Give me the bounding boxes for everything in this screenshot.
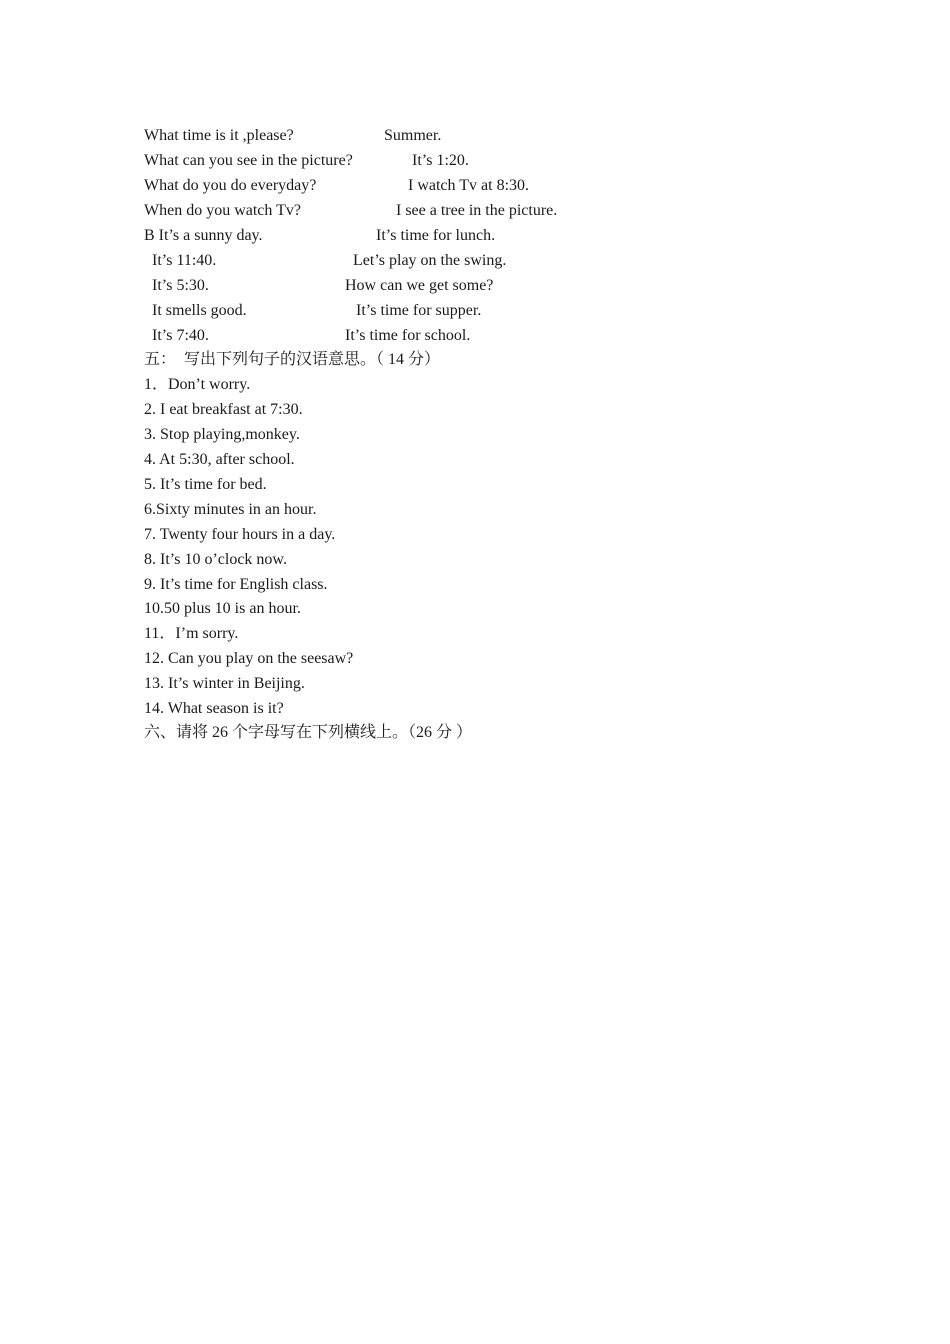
match-left: B It’s a sunny day.: [144, 227, 263, 244]
section6-heading: [0, 721, 950, 745]
list-item: [0, 622, 950, 646]
match-right: Let’s play on the swing.: [353, 252, 507, 269]
list-item: [0, 398, 950, 422]
match-left: What do you do everyday?: [144, 177, 317, 194]
match-row: [0, 299, 950, 323]
list-item: [0, 373, 950, 397]
list-item-text: 1．Don’t worry.: [144, 376, 251, 393]
match-left: It’s 11:40.: [152, 252, 217, 269]
match-right: It’s time for lunch.: [376, 227, 496, 244]
match-row: [0, 224, 950, 248]
match-left: It’s 7:40.: [152, 327, 209, 344]
list-item-text: 12. Can you play on the seesaw?: [144, 650, 354, 667]
match-right: Summer.: [384, 127, 442, 144]
match-row: [0, 199, 950, 223]
match-right: It’s time for supper.: [356, 302, 482, 319]
list-item-text: 3. Stop playing,monkey.: [144, 426, 300, 443]
list-item: [0, 597, 950, 621]
section6-heading-text: 六、请将 26 个字母写在下列横线上。（26 分 ）: [144, 724, 473, 741]
match-row: [0, 249, 950, 273]
list-item-text: 6.Sixty minutes in an hour.: [144, 501, 317, 518]
list-item: [0, 672, 950, 696]
match-row: [0, 324, 950, 348]
match-row: [0, 174, 950, 198]
list-item-text: 5. It’s time for bed.: [144, 476, 267, 493]
list-item: [0, 548, 950, 572]
match-row: [0, 149, 950, 173]
match-row: [0, 124, 950, 148]
list-item-text: 11．I’m sorry.: [144, 625, 239, 642]
list-item-text: 13. It’s winter in Beijing.: [144, 675, 305, 692]
list-item: [0, 498, 950, 522]
list-item-text: 7. Twenty four hours in a day.: [144, 526, 336, 543]
list-item-text: 14. What season is it?: [144, 700, 284, 717]
section5-heading-text: 五： 写出下列句子的汉语意思。（ 14 分）: [144, 351, 441, 368]
list-item: [0, 423, 950, 447]
list-item-text: 4. At 5:30, after school.: [144, 451, 295, 468]
match-right: It’s 1:20.: [412, 152, 469, 169]
list-item: [0, 448, 950, 472]
list-item: [0, 647, 950, 671]
list-item-text: 10.50 plus 10 is an hour.: [144, 600, 301, 617]
match-right: How can we get some?: [345, 277, 494, 294]
match-left: What can you see in the picture?: [144, 152, 353, 169]
list-item-text: 2. I eat breakfast at 7:30.: [144, 401, 303, 418]
list-item-text: 9. It’s time for English class.: [144, 576, 328, 593]
section5-heading: [0, 348, 950, 372]
match-right: It’s time for school.: [345, 327, 471, 344]
match-left: When do you watch Tv?: [144, 202, 301, 219]
match-left: What time is it ,please?: [144, 127, 294, 144]
match-right: I watch Tv at 8:30.: [408, 177, 530, 194]
list-item-text: 8. It’s 10 o’clock now.: [144, 551, 287, 568]
list-item: [0, 573, 950, 597]
match-left: It’s 5:30.: [152, 277, 209, 294]
match-left: It smells good.: [152, 302, 247, 319]
list-item: [0, 697, 950, 721]
match-right: I see a tree in the picture.: [396, 202, 558, 219]
match-row: [0, 274, 950, 298]
list-item: [0, 523, 950, 547]
list-item: [0, 473, 950, 497]
